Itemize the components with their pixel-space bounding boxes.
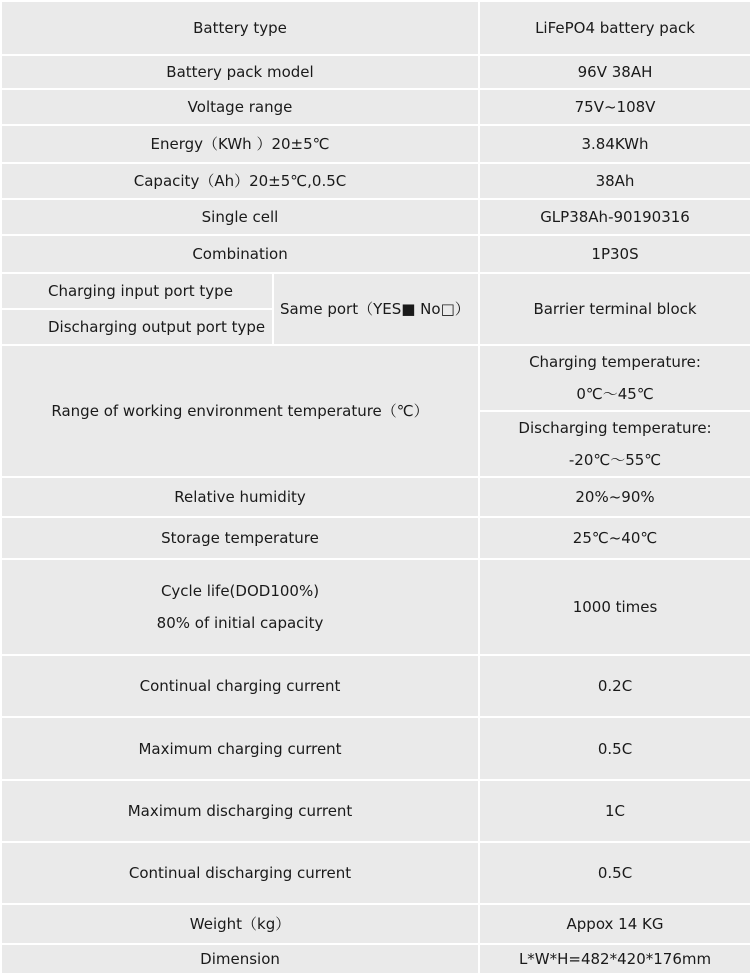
cycle-life-label (1, 559, 479, 655)
battery-type-value: LiFePO4 battery pack (479, 1, 750, 55)
cont-charging-label: Continual charging current (1, 655, 479, 717)
cycle-life-label-line2: 80% of initial capacity (156, 614, 324, 632)
storage-temp-value: 25℃~40℃ (479, 517, 750, 559)
table-row (1, 559, 750, 655)
energy-label: Energy（KWh ）20±5℃ (1, 125, 479, 163)
table-row (1, 125, 750, 163)
table-row (1, 842, 750, 904)
single-cell-label: Single cell (1, 199, 479, 235)
port-type-value: Barrier terminal block (479, 273, 750, 345)
humidity-label: Relative humidity (1, 477, 479, 517)
table-row (1, 655, 750, 717)
charging-temp-title: Charging temperature: (529, 353, 701, 371)
table-row (1, 163, 750, 199)
cont-charging-value: 0.2C (479, 655, 750, 717)
single-cell-value: GLP38Ah-90190316 (479, 199, 750, 235)
pack-model-label: Battery pack model (1, 55, 479, 89)
cycle-life-value: 1000 times (479, 559, 750, 655)
table-row (1, 199, 750, 235)
dimension-label: Dimension (1, 944, 479, 974)
max-discharging-label: Maximum discharging current (1, 780, 479, 842)
combination-value: 1P30S (479, 235, 750, 273)
energy-value: 3.84KWh (479, 125, 750, 163)
combination-label: Combination (1, 235, 479, 273)
capacity-label: Capacity（Ah）20±5℃,0.5C (1, 163, 479, 199)
table-row (1, 780, 750, 842)
table-row (1, 944, 750, 974)
table-row (1, 345, 750, 411)
table-row (1, 273, 750, 309)
table-row (1, 517, 750, 559)
cont-discharging-label: Continual discharging current (1, 842, 479, 904)
weight-value: Appox 14 KG (479, 904, 750, 944)
max-charging-value: 0.5C (479, 717, 750, 780)
max-charging-label: Maximum charging current (1, 717, 479, 780)
cycle-life-label-line1: Cycle life(DOD100%) (160, 582, 320, 600)
table-row (1, 89, 750, 125)
dimension-value: L*W*H=482*420*176mm (479, 944, 750, 974)
max-discharging-value: 1C (479, 780, 750, 842)
discharging-port-label: Discharging output port type (1, 309, 273, 345)
charging-port-label: Charging input port type (1, 273, 273, 309)
voltage-range-value: 75V~108V (479, 89, 750, 125)
discharging-temp-cell (479, 411, 750, 477)
cont-discharging-value: 0.5C (479, 842, 750, 904)
working-temp-label: Range of working environment temperature（℃） (1, 345, 479, 477)
table-row (1, 717, 750, 780)
charging-temp-value: 0℃～45℃ (576, 385, 654, 403)
discharging-temp-value: -20℃～55℃ (568, 451, 662, 469)
charging-temp-cell (479, 345, 750, 411)
pack-model-value: 96V 38AH (479, 55, 750, 89)
capacity-value: 38Ah (479, 163, 750, 199)
humidity-value: 20%~90% (479, 477, 750, 517)
table-row (1, 1, 750, 55)
table-row (1, 477, 750, 517)
weight-label: Weight（kg） (1, 904, 479, 944)
table-row (1, 235, 750, 273)
discharging-temp-title: Discharging temperature: (518, 419, 712, 437)
same-port-label: Same port（YES■ No□） (273, 273, 479, 345)
battery-type-label: Battery type (1, 1, 479, 55)
table-row (1, 904, 750, 944)
storage-temp-label: Storage temperature (1, 517, 479, 559)
table-row (1, 55, 750, 89)
voltage-range-label: Voltage range (1, 89, 479, 125)
